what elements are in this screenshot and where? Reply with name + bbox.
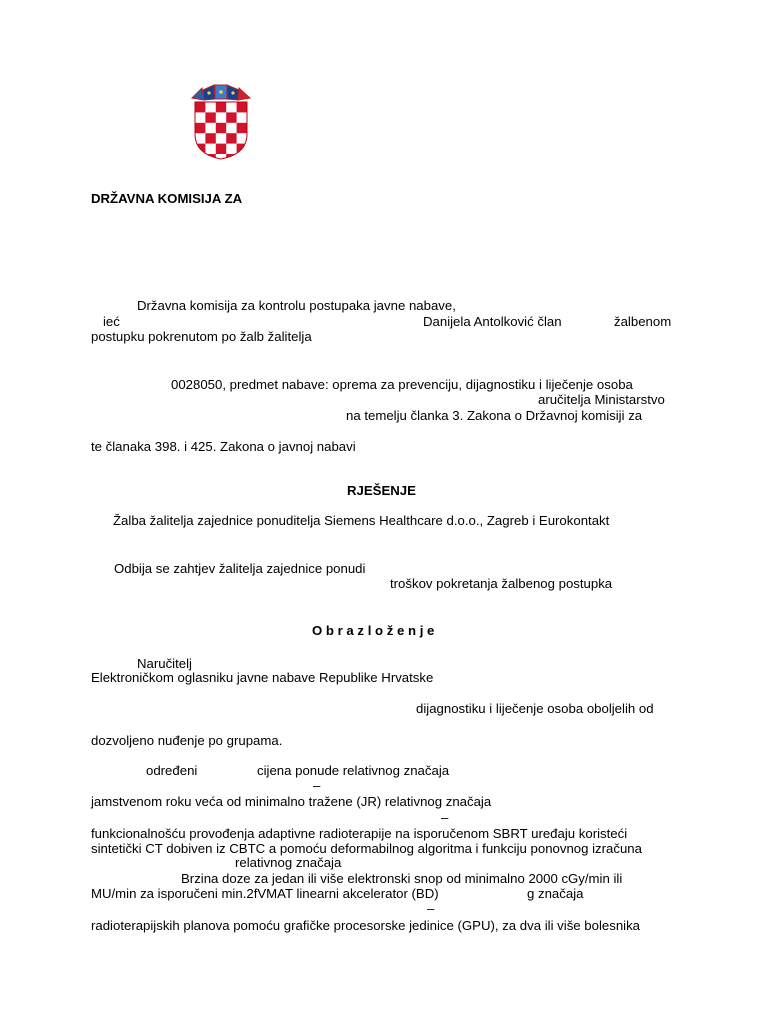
institution-heading: DRŽAVNA KOMISIJA ZA xyxy=(91,191,243,206)
paragraph1-line3: postupku pokrenutom po žalb žalitelja xyxy=(91,329,312,344)
paragraph1-line2b: Danijela Antolković član xyxy=(423,314,562,329)
reasoning-line5b: cijena ponude relativnog značaja xyxy=(257,763,450,778)
paragraph1-line2c: žalbenom xyxy=(614,314,672,329)
reasoning-line5a: određeni xyxy=(146,763,198,778)
coat-of-arms-emblem xyxy=(190,84,252,160)
reasoning-dash2: – xyxy=(441,810,449,825)
reasoning-line11b: g značaja xyxy=(527,886,584,901)
reasoning-line4: dozvoljeno nuđenje po grupama. xyxy=(91,733,283,748)
reasoning-line8: sintetički CT dobiven iz CBTC a pomoću deformabilnog algoritma i funkciju ponovnog izračuna xyxy=(91,841,642,856)
decision-item2-line2: troškov pokretanja žalbenog postupka xyxy=(390,576,613,591)
paragraph2-line3: na temelju članka 3. Zakona o Državnoj komisiji za xyxy=(346,408,643,423)
reasoning-line2: Elektroničkom oglasniku javne nabave Republike Hrvatske xyxy=(91,670,434,685)
paragraph1-line2a: ieć xyxy=(103,314,120,329)
reasoning-line6: jamstvenom roku veća od minimalno tražene (JR) relativnog značaja xyxy=(91,794,492,809)
reasoning-line11a: MU/min za isporučeni min.2fVMAT linearni akcelerator (BD) xyxy=(91,886,439,901)
reasoning-line1: Naručitelj xyxy=(137,656,192,671)
paragraph1-line1: Državna komisija za kontrolu postupaka javne nabave, xyxy=(137,298,456,313)
reasoning-line7: funkcionalnošću provođenja adaptivne radioterapije na isporučenom SBRT uređaju koristeći xyxy=(91,826,628,841)
reasoning-dash1: – xyxy=(313,778,321,793)
decision-title: RJEŠENJE xyxy=(347,483,416,498)
reasoning-title: O b r a z l o ž e n j e xyxy=(312,623,435,638)
reasoning-line12: radioterapijskih planova pomoću grafičke procesorske jedinice (GPU), za dva ili više bolesnika xyxy=(91,918,641,933)
paragraph2-line1: 0028050, predmet nabave: oprema za prevenciju, dijagnostiku i liječenje osoba xyxy=(171,377,633,392)
paragraph2-line2: aručitelja Ministarstvo xyxy=(538,392,665,407)
reasoning-line3: dijagnostiku i liječenje osoba oboljelih od xyxy=(416,701,654,716)
reasoning-line9: relativnog značaja xyxy=(235,855,342,870)
reasoning-line10: Brzina doze za jedan ili više elektronski snop od minimalno 2000 cGy/min ili xyxy=(181,871,623,886)
decision-item2-line1: Odbija se zahtjev žalitelja zajednice ponudi xyxy=(114,561,366,576)
crown-shields xyxy=(192,85,250,100)
paragraph2-line4: te članaka 398. i 425. Zakona o javnoj nabavi xyxy=(91,439,356,454)
reasoning-dash3: – xyxy=(427,901,435,916)
decision-item1: Žalba žalitelja zajednice ponuditelja Siemens Healthcare d.o.o., Zagreb i Eurokontakt xyxy=(113,513,610,528)
